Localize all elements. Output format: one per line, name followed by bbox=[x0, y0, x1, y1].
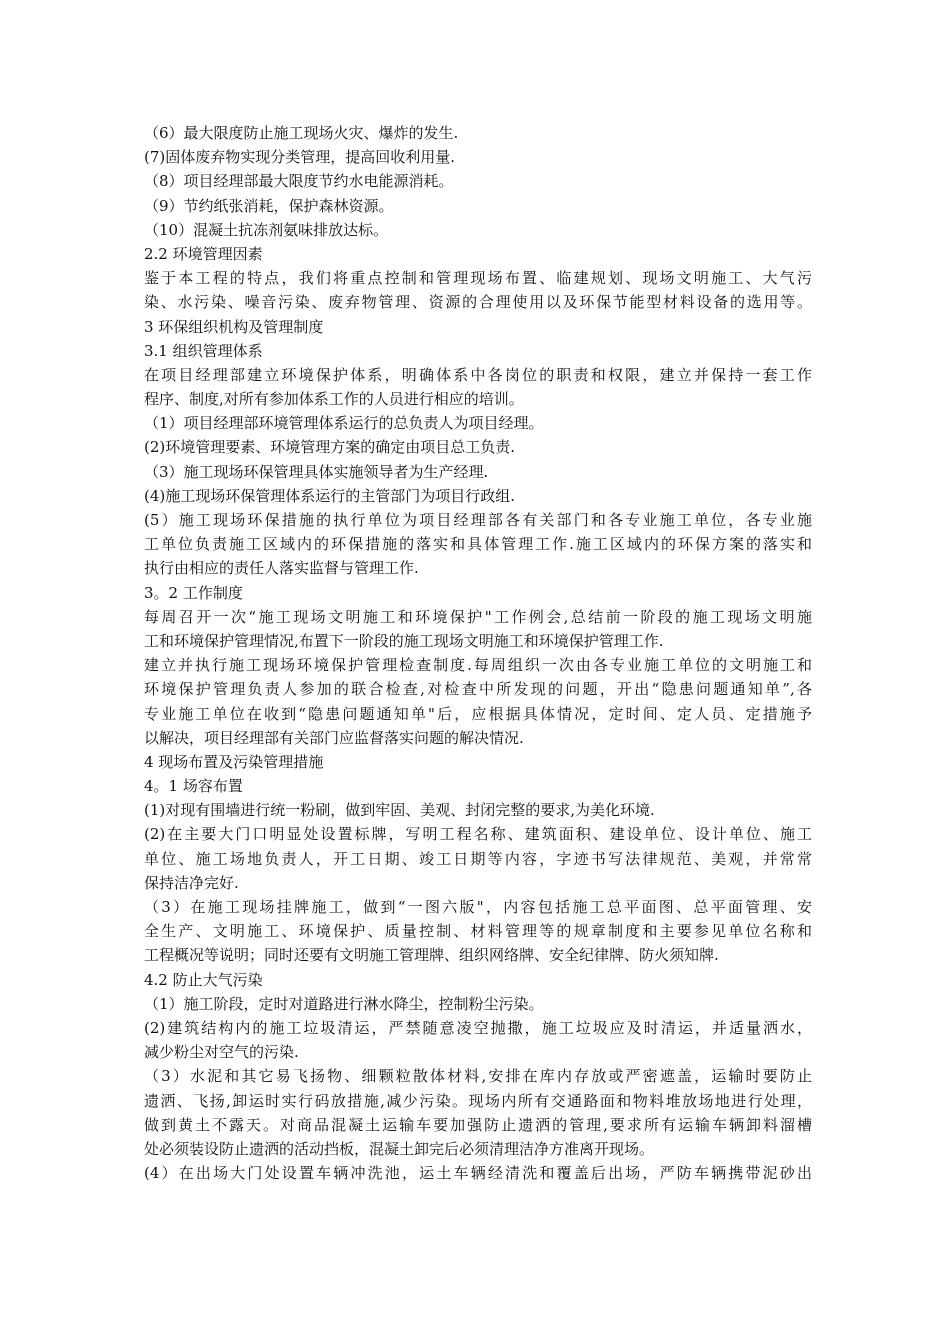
text-line: 遗洒、飞扬,卸运时实行码放措施,减少污染。现场内所有交通路面和物料堆放场地进行处理， bbox=[144, 1091, 812, 1110]
text-line: 鉴于本工程的特点，我们将重点控制和管理现场布置、临建规划、现场文明施工、大气污 bbox=[144, 269, 812, 288]
text-line: （6）最大限度防止施工现场火灾、爆炸的发生. bbox=[144, 124, 459, 142]
text-line: (5）施工现场环保措施的执行单位为项目经理部各有关部门和各专业施工单位，各专业施 bbox=[144, 511, 812, 529]
text-line: 3 环保组织机构及管理制度 bbox=[144, 317, 324, 336]
text-line: (4)施工现场环保管理体系运行的主管部门为项目行政组. bbox=[144, 486, 516, 505]
text-line: 2.2 环境管理因素 bbox=[144, 244, 263, 263]
text-line: 工和环境保护管理情况,布置下一阶段的施工现场文明施工和环境保护管理工作. bbox=[144, 631, 664, 650]
text-line: 每周召开一次“施工现场文明施工和环境保护"工作例会,总结前一阶段的施工现场文明施 bbox=[144, 607, 812, 626]
document-body bbox=[144, 121, 812, 1185]
text-line: 染、水污染、噪音污染、废弃物管理、资源的合理使用以及环保节能型材料设备的选用等。 bbox=[144, 293, 812, 312]
text-line: (7)固体废弃物实现分类管理，提高回收利用量. bbox=[144, 148, 456, 167]
text-line: （10）混凝土抗冻剂氨味排放达标。 bbox=[144, 220, 389, 239]
text-line: 4 现场布置及污染管理措施 bbox=[144, 752, 324, 771]
text-line: 3。2 工作制度 bbox=[144, 583, 243, 602]
text-line: 工单位负责施工区域内的环保措施的落实和具体管理工作.施工区域内的环保方案的落实和 bbox=[144, 535, 812, 554]
text-line: 单位、施工场地负责人，开工日期、竣工日期等内容，字迹书写法律规范、美观，并常常 bbox=[144, 849, 812, 868]
text-line: （9）节约纸张消耗，保护森林资源。 bbox=[144, 196, 394, 215]
text-line: 环境保护管理负责人参加的联合检查,对检查中所发现的问题，开出“隐患问题通知单”,各 bbox=[144, 680, 812, 699]
text-line: 建立并执行施工现场环境保护管理检查制度.每周组织一次由各专业施工单位的文明施工和 bbox=[144, 656, 812, 675]
text-line: 减少粉尘对空气的污染. bbox=[144, 1043, 299, 1062]
text-line: （8）项目经理部最大限度节约水电能源消耗。 bbox=[144, 172, 454, 191]
text-line: （1）项目经理部环境管理体系运行的总负责人为项目经理。 bbox=[144, 414, 544, 433]
text-line: 工程概况等说明；同时还要有文明施工管理牌、组织网络牌、安全纪律牌、防火须知牌. bbox=[144, 946, 719, 965]
text-line: （3）水泥和其它易飞扬物、细颗粒散体材料,安排在库内存放或严密遮盖，运输时要防止 bbox=[144, 1067, 812, 1086]
text-line: 专业施工单位在收到“隐患问题通知单"后，应根据具体情况，定时间、定人员、定措施予 bbox=[144, 704, 812, 723]
text-line: (2)在主要大门口明显处设置标牌，写明工程名称、建筑面积、建设单位、设计单位、施工 bbox=[144, 825, 812, 844]
text-line: 做到黄土不露天。对商品混凝土运输车要加强防止遗洒的管理,要求所有运输车辆卸料溜槽 bbox=[144, 1115, 812, 1134]
text-line: （1）施工阶段，定时对道路进行淋水降尘，控制粉尘污染。 bbox=[144, 994, 544, 1013]
text-line: 3.1 组织管理体系 bbox=[144, 341, 263, 360]
text-line: 处必须装设防止遗洒的活动挡板，混凝土卸完后必须清理洁净方准离开现场。 bbox=[144, 1139, 655, 1158]
text-line: 4.2 防止大气污染 bbox=[144, 970, 263, 989]
text-line: 程序、制度,对所有参加体系工作的人员进行相应的培训。 bbox=[144, 390, 524, 409]
text-line: 保持洁净完好. bbox=[144, 873, 239, 892]
text-line: (4）在出场大门处设置车辆冲洗池，运土车辆经清洗和覆盖后出场，严防车辆携带泥砂出 bbox=[144, 1164, 812, 1183]
text-line: 在项目经理部建立环境保护体系，明确体系中各岗位的职责和权限，建立并保持一套工作 bbox=[144, 365, 812, 384]
text-line: （3）在施工现场挂牌施工，做到“一图六版"，内容包括施工总平面图、总平面管理、安 bbox=[144, 898, 812, 916]
text-line: （3）施工现场环保管理具体实施领导者为生产经理. bbox=[144, 462, 489, 481]
text-line: 4。1 场容布置 bbox=[144, 777, 243, 796]
text-line: 以解决，项目经理部有关部门应监督落实问题的解决情况. bbox=[144, 728, 524, 747]
text-line: 执行由相应的责任人落实监督与管理工作. bbox=[144, 559, 419, 578]
text-line: 全生产、文明施工、环境保护、质量控制、材料管理等的规章制度和主要参见单位名称和 bbox=[144, 922, 812, 941]
text-line: (2)建筑结构内的施工垃圾清运，严禁随意凌空抛撒，施工垃圾应及时清运，并适量洒水， bbox=[144, 1018, 812, 1037]
text-line: (2)环境管理要素、环境管理方案的确定由项目总工负责. bbox=[144, 438, 516, 457]
text-line: (1)对现有围墙进行统一粉刷，做到牢固、美观、封闭完整的要求,为美化环境. bbox=[144, 801, 655, 820]
